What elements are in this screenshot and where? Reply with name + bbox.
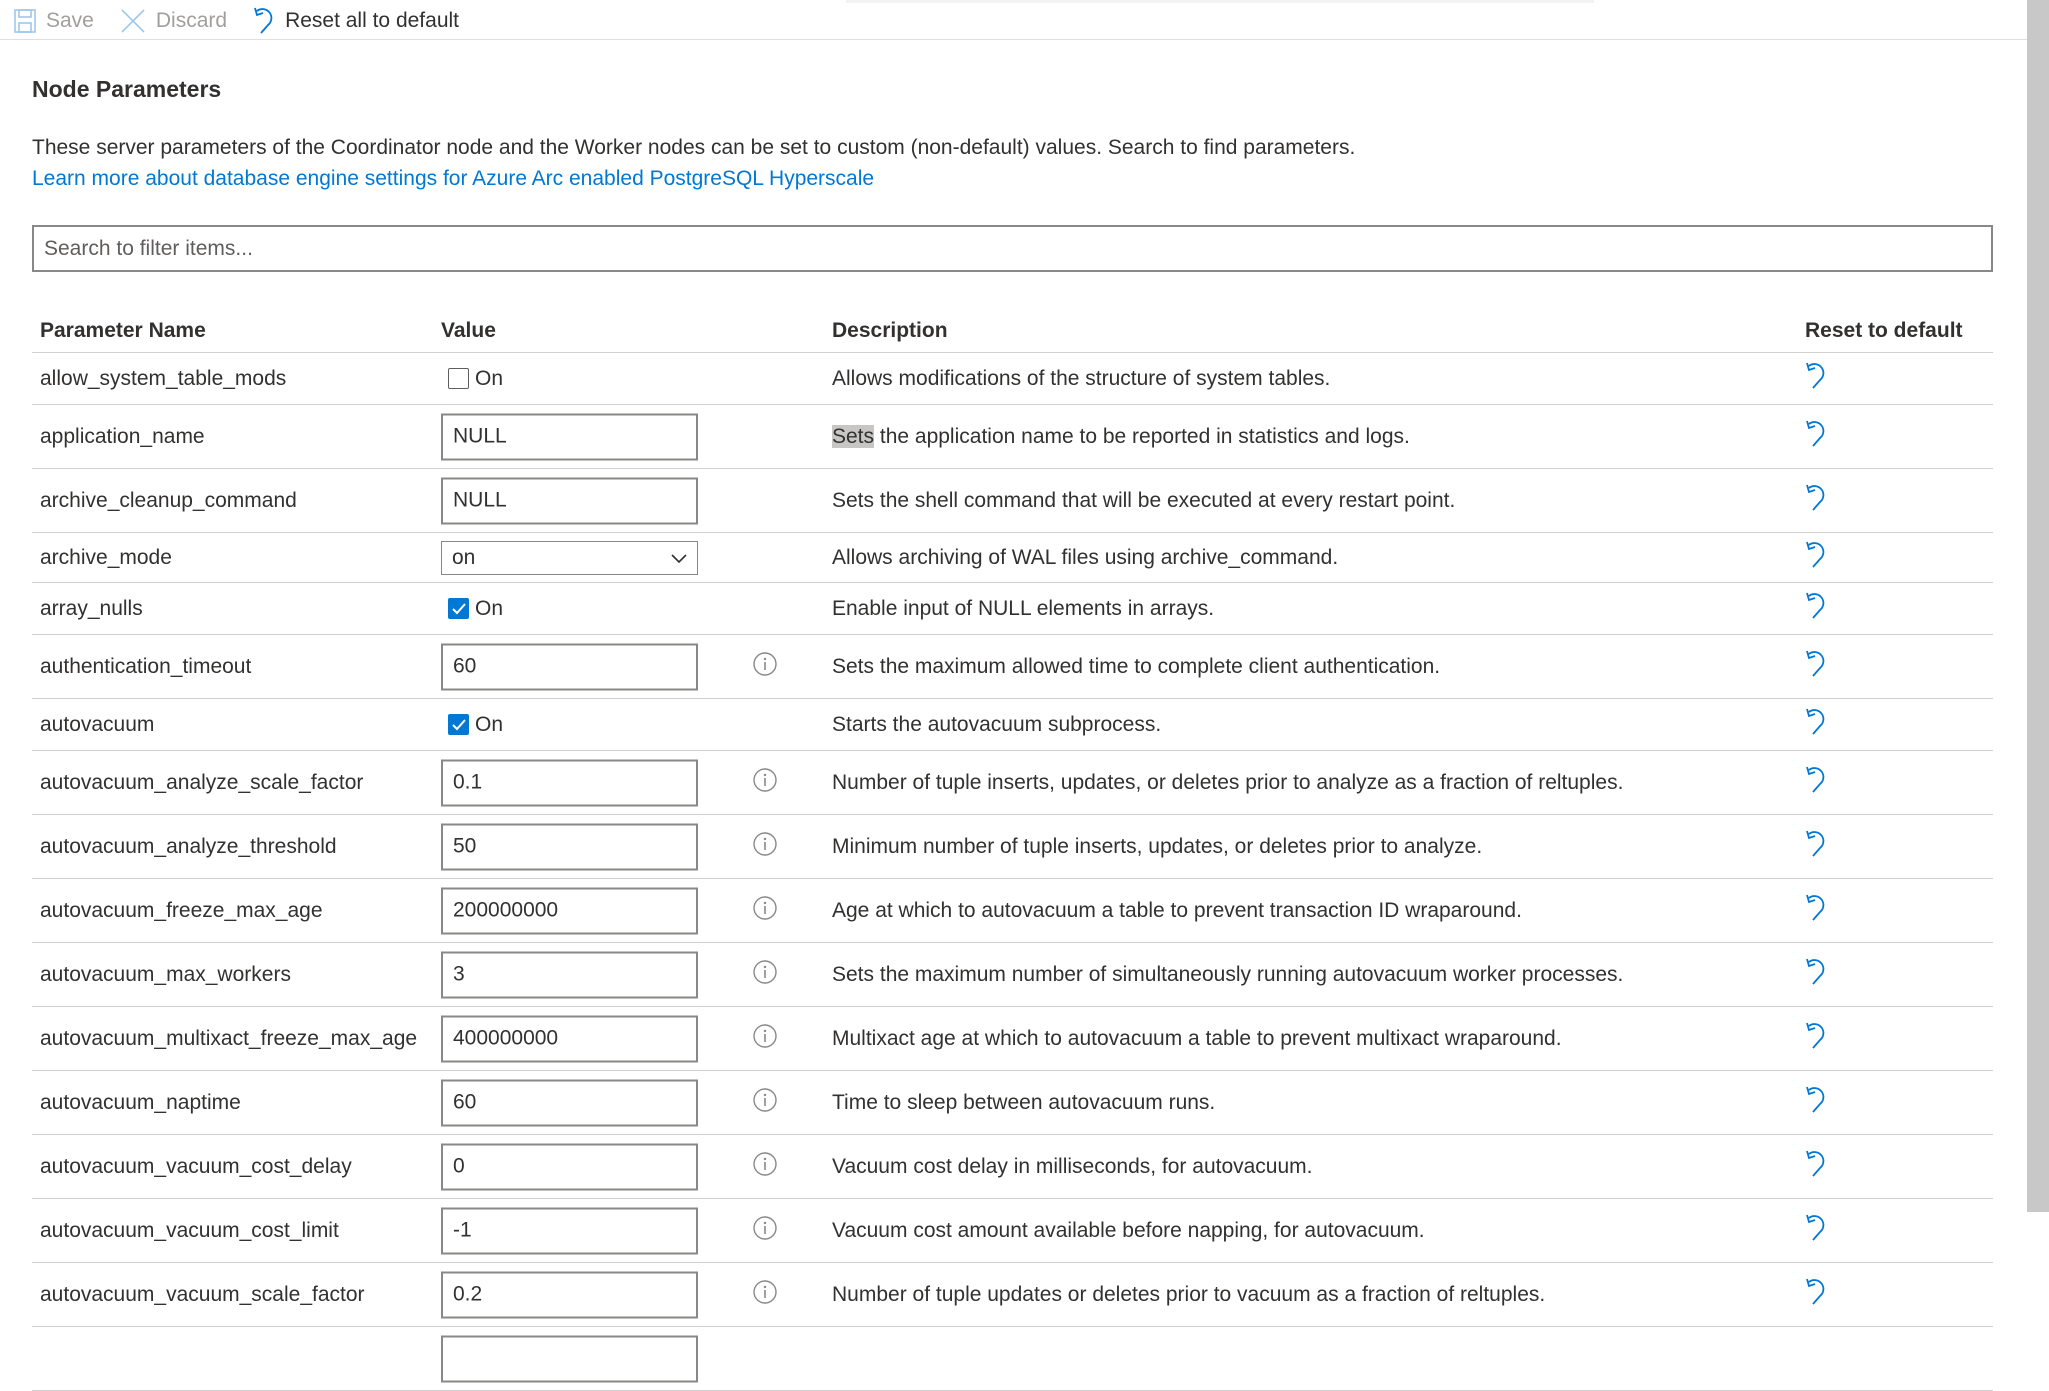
parameter-name: autovacuum_naptime [40,1090,241,1114]
description-text: Number of tuple updates or deletes prior to vacuum as a fraction of reltuples. [832,1282,1546,1306]
header-description: Description [832,319,948,342]
parameter-name: autovacuum_freeze_max_age [40,898,323,922]
checkbox-label: On [475,596,504,620]
value-input[interactable] [441,1079,698,1126]
reset-icon[interactable] [1805,484,1827,518]
info-icon[interactable] [752,1151,778,1183]
input-value: 0.1 [453,770,483,794]
parameters-table [32,305,1993,1391]
input-value: 0 [453,1154,465,1178]
value-input[interactable] [441,643,698,690]
info-icon[interactable] [752,651,778,683]
value-input[interactable] [441,887,698,934]
table-row [32,469,1993,533]
description-text: Enable input of NULL elements in arrays. [832,596,1215,620]
description-text: Time to sleep between autovacuum runs. [832,1090,1216,1114]
parameter-name: autovacuum_vacuum_cost_limit [40,1218,339,1242]
table-row [32,533,1993,583]
checkbox-icon [448,368,469,389]
parameter-name: allow_system_table_mods [40,366,287,390]
description-text: Multixact age at which to autovacuum a table to prevent multixact wraparound. [832,1026,1562,1050]
save-label: Save [46,9,94,32]
description-text: Vacuum cost amount available before napping, for autovacuum. [832,1218,1425,1242]
search-input[interactable] [32,225,1993,272]
undo-icon [253,7,275,35]
parameter-name: archive_mode [40,545,172,569]
parameter-description [832,1027,1562,1051]
value-input[interactable] [441,477,698,524]
reset-icon[interactable] [1805,766,1827,800]
parameter-description [832,963,1623,987]
value-checkbox[interactable] [448,597,503,621]
parameter-description [832,367,1330,391]
table-row [32,1135,1993,1199]
select-value: on [452,545,476,569]
table-row [32,1071,1993,1135]
parameter-description [832,546,1338,570]
info-icon[interactable] [752,1087,778,1119]
reset-icon[interactable] [1805,1022,1827,1056]
value-input[interactable] [441,413,698,460]
value-input[interactable] [441,823,698,870]
chevron-down-icon [671,546,687,570]
parameter-description [832,1283,1545,1307]
input-value: 400000000 [453,1026,559,1050]
checkbox-icon [448,598,469,619]
parameter-name: array_nulls [40,596,143,620]
info-icon[interactable] [752,1023,778,1055]
parameter-description [832,1155,1313,1179]
table-row [32,1327,1993,1391]
parameter-description [832,1091,1215,1115]
header-value: Value [441,319,496,342]
value-input[interactable] [441,1271,698,1318]
parameter-description [832,899,1522,923]
table-row [32,405,1993,469]
save-button[interactable] [14,9,94,33]
description-text: Sets the shell command that will be executed at every restart point. [832,488,1456,512]
description-text: Starts the autovacuum subprocess. [832,712,1162,736]
parameter-name: application_name [40,424,205,448]
input-value: -1 [453,1218,472,1242]
table-row [32,751,1993,815]
parameter-description [832,425,1410,449]
selected-text: Sets [832,424,875,448]
parameter-description [832,597,1214,621]
info-icon[interactable] [752,895,778,927]
reset-icon[interactable] [1805,1278,1827,1312]
value-input[interactable] [441,1015,698,1062]
scrollbar[interactable] [2027,0,2049,1212]
table-row [32,815,1993,879]
parameter-name: autovacuum_vacuum_scale_factor [40,1282,365,1306]
input-value: 200000000 [453,898,559,922]
description-text: Allows archiving of WAL files using archive_command. [832,545,1339,569]
reset-icon[interactable] [1805,592,1827,626]
parameter-name: authentication_timeout [40,654,252,678]
value-input[interactable] [441,1143,698,1190]
table-row [32,699,1993,751]
value-checkbox[interactable] [448,713,503,737]
checkbox-label: On [475,712,504,736]
description-text: Minimum number of tuple inserts, updates, or deletes prior to analyze. [832,834,1483,858]
value-input[interactable] [441,1335,698,1382]
description-text: Sets the maximum number of simultaneously running autovacuum worker processes. [832,962,1624,986]
checkbox-icon [448,714,469,735]
parameter-name: autovacuum_analyze_scale_factor [40,770,364,794]
value-input[interactable] [441,1207,698,1254]
value-input[interactable] [441,951,698,998]
learn-more-link[interactable]: Learn more about database engine settings for Azure Arc enabled PostgreSQL Hyperscale [32,167,875,190]
parameter-name: autovacuum [40,712,155,736]
reset-icon[interactable] [1805,894,1827,928]
parameter-description [832,835,1482,859]
description-text: Number of tuple inserts, updates, or deletes prior to analyze as a fraction of reltuples. [832,770,1624,794]
reset-icon[interactable] [1805,362,1827,396]
info-icon[interactable] [752,1279,778,1311]
description-text: These server parameters of the Coordinator node and the Worker nodes can be set to custom (non-default) values. Search to find parameters. [32,136,1356,159]
reset-all-label: Reset all to default [285,9,459,32]
reset-icon[interactable] [1805,1214,1827,1248]
parameter-name: archive_cleanup_command [40,488,297,512]
parameter-name: autovacuum_multixact_freeze_max_age [40,1026,418,1050]
parameter-description [832,655,1440,679]
table-row [32,879,1993,943]
table-row [32,943,1993,1007]
reset-all-button[interactable] [253,7,459,35]
value-input[interactable] [441,759,698,806]
info-icon[interactable] [752,959,778,991]
reset-icon[interactable] [1805,1150,1827,1184]
input-value: 60 [453,654,477,678]
input-value: 3 [453,962,465,986]
page-title: Node Parameters [32,76,222,102]
input-value: NULL [453,424,507,448]
table-row [32,583,1993,635]
reset-icon[interactable] [1805,1086,1827,1120]
input-value: 50 [453,834,477,858]
value-select[interactable] [441,541,698,575]
input-value: NULL [453,488,507,512]
reset-icon[interactable] [1805,650,1827,684]
toolbar [0,3,2027,40]
discard-button[interactable] [120,8,227,34]
parameter-description [832,1219,1425,1243]
description-text: Allows modifications of the structure of system tables. [832,366,1331,390]
save-icon [14,9,36,33]
value-checkbox[interactable] [448,367,503,391]
table-row [32,1263,1993,1327]
parameter-description [832,713,1161,737]
reset-icon[interactable] [1805,541,1827,575]
checkbox-label: On [475,366,504,390]
table-header [32,305,1993,353]
table-row [32,1007,1993,1071]
info-icon[interactable] [752,767,778,799]
reset-icon[interactable] [1805,830,1827,864]
reset-icon[interactable] [1805,958,1827,992]
close-icon [120,8,146,34]
table-row [32,635,1993,699]
discard-label: Discard [155,9,228,32]
description-text: Vacuum cost delay in milliseconds, for autovacuum. [832,1154,1313,1178]
table-row [32,353,1993,405]
description-text: Sets the maximum allowed time to complete client authentication. [832,654,1441,678]
info-icon[interactable] [752,831,778,863]
reset-icon[interactable] [1805,708,1827,742]
parameter-name: autovacuum_vacuum_cost_delay [40,1154,352,1178]
header-parameter-name: Parameter Name [40,319,206,342]
reset-icon[interactable] [1805,420,1827,454]
header-reset: Reset to default [1805,319,1963,342]
description-text: the application name to be reported in statistics and logs. [874,424,1410,448]
parameter-description [832,489,1455,513]
page-description [32,132,1355,194]
description-text: Age at which to autovacuum a table to prevent transaction ID wraparound. [832,898,1522,922]
parameter-description [832,771,1623,795]
parameter-name: autovacuum_max_workers [40,962,291,986]
input-value: 60 [453,1090,477,1114]
parameter-name: autovacuum_analyze_threshold [40,834,337,858]
info-icon[interactable] [752,1215,778,1247]
input-value: 0.2 [453,1282,483,1306]
table-row [32,1199,1993,1263]
